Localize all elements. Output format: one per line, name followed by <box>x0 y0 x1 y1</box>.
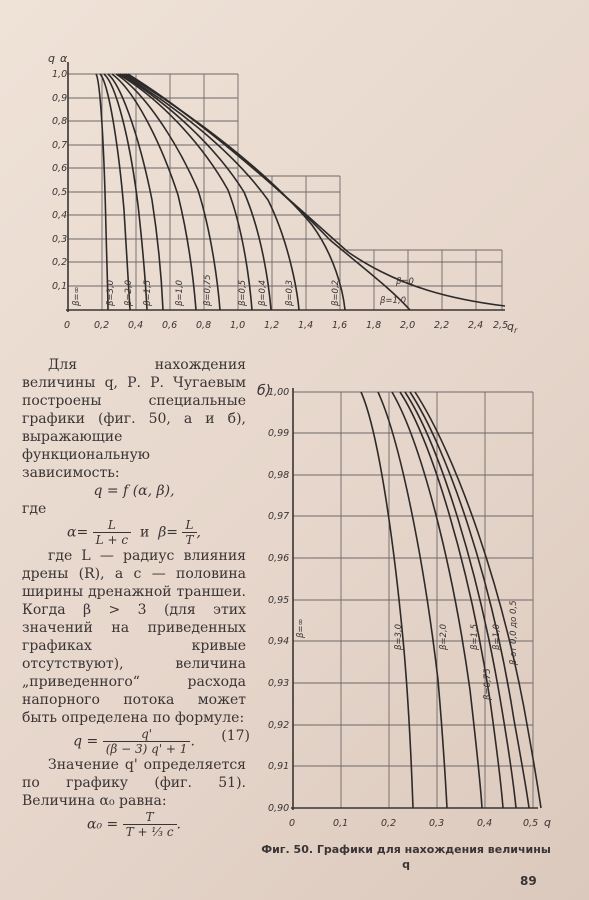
svg-text:β=2,0: β=2,0 <box>439 623 449 650</box>
svg-text:β=0,75: β=0,75 <box>483 668 493 700</box>
paragraph-2: где L — радиус влияния дрены (R), а c — половина ширины дренажной траншеи. Когда β > 3 (для этих значений на приведенных графиках кривые отсутствуют), величина „приведенного“ расхода напорного потока может быть определена по формуле: <box>22 548 246 726</box>
svg-text:0,2: 0,2 <box>381 818 397 829</box>
svg-text:0,2: 0,2 <box>52 257 68 268</box>
svg-text:0,3: 0,3 <box>52 234 68 245</box>
svg-text:0,5: 0,5 <box>523 818 539 829</box>
svg-text:β=∞: β=∞ <box>72 286 82 306</box>
svg-text:q: q <box>507 320 514 333</box>
svg-text:β=0,3: β=0,3 <box>285 279 295 306</box>
svg-text:0,91: 0,91 <box>268 761 290 772</box>
svg-text:0: 0 <box>289 818 296 829</box>
formula-function: q = f (α, β), <box>93 483 175 499</box>
svg-text:1,8: 1,8 <box>366 320 382 331</box>
svg-text:1,0: 1,0 <box>230 320 246 331</box>
svg-text:2,0: 2,0 <box>400 320 416 331</box>
where-label-1: где <box>22 501 47 517</box>
svg-text:β от 0,0 до 0,5: β от 0,0 до 0,5 <box>509 600 519 665</box>
svg-text:0,99: 0,99 <box>268 428 290 439</box>
svg-text:0,7: 0,7 <box>52 140 68 151</box>
svg-text:β=1,5: β=1,5 <box>470 623 480 650</box>
svg-text:0,93: 0,93 <box>268 678 290 689</box>
svg-text:0,94: 0,94 <box>268 636 290 647</box>
figure-b-grid <box>293 392 533 808</box>
svg-text:q: q <box>544 816 551 829</box>
svg-text:2,4: 2,4 <box>468 320 484 331</box>
paragraph-3: Значение q' определяется по графику (фиг. 51). Величина α₀ равна: <box>22 757 246 809</box>
svg-text:0: 0 <box>64 320 71 331</box>
svg-text:β=0,5: β=0,5 <box>238 279 248 306</box>
svg-text:0,4: 0,4 <box>128 320 144 331</box>
svg-text:0,92: 0,92 <box>268 720 290 731</box>
paragraph-1: Для нахождения величины q, Р. Р. Чугаевым построены специальные графики (фиг. 50, а и б), выражающие функциональную зависимость: <box>22 357 246 481</box>
figure-b-label: б) <box>257 383 272 399</box>
svg-text:0,96: 0,96 <box>268 553 290 564</box>
svg-text:0,8: 0,8 <box>196 320 212 331</box>
svg-text:0,8: 0,8 <box>52 116 68 127</box>
svg-text:β=1,5: β=1,5 <box>143 279 153 306</box>
svg-text:0,97: 0,97 <box>268 511 290 522</box>
svg-text:0,2: 0,2 <box>94 320 110 331</box>
svg-text:r: r <box>514 326 518 335</box>
svg-text:0,5: 0,5 <box>52 187 68 198</box>
equation-number: (17) <box>221 728 250 744</box>
svg-text:0,95: 0,95 <box>268 595 290 606</box>
svg-text:β=1,0: β=1,0 <box>380 296 407 306</box>
svg-text:1,4: 1,4 <box>298 320 314 331</box>
svg-text:0,9: 0,9 <box>52 93 68 104</box>
svg-text:0,98: 0,98 <box>268 470 290 481</box>
svg-text:1,00: 1,00 <box>268 387 290 398</box>
page-number: 89 <box>520 874 537 888</box>
svg-text:1,6: 1,6 <box>332 320 348 331</box>
svg-text:0,3: 0,3 <box>429 818 445 829</box>
svg-text:2,2: 2,2 <box>434 320 450 331</box>
svg-text:0,4: 0,4 <box>52 210 68 221</box>
svg-text:β=0,4: β=0,4 <box>258 279 268 306</box>
svg-text:β=3,0: β=3,0 <box>106 279 116 306</box>
svg-text:β=∞: β=∞ <box>296 618 306 638</box>
formula-17: q = $\frac{q'}{(\beta - 3) q' + 1}$ . (17) <box>73 727 250 756</box>
svg-text:β=0: β=0 <box>396 277 414 287</box>
svg-text:2,5: 2,5 <box>493 320 509 331</box>
svg-text:0,6: 0,6 <box>52 163 68 174</box>
figure-caption: Фиг. 50. Графики для нахождения величины q <box>261 843 551 871</box>
figure-a-y-label: q <box>48 52 55 65</box>
svg-text:0,4: 0,4 <box>477 818 493 829</box>
svg-text:β=3,0: β=3,0 <box>394 623 404 650</box>
svg-text:1,2: 1,2 <box>264 320 280 331</box>
svg-text:0,1: 0,1 <box>333 818 349 829</box>
body-text <box>22 356 250 839</box>
svg-text:1,0: 1,0 <box>52 69 68 80</box>
svg-text:β=1,0: β=1,0 <box>492 623 502 650</box>
svg-text:β=0,75: β=0,75 <box>203 274 213 306</box>
svg-text:0,6: 0,6 <box>162 320 178 331</box>
formula-alpha0: α₀ = $\frac{T}{\text{T + ⅓ c}}$ . <box>86 810 181 839</box>
figure-b-x-ticks <box>289 816 551 829</box>
svg-text:β=2,0: β=2,0 <box>124 279 134 306</box>
svg-text:0,1: 0,1 <box>52 281 68 292</box>
figure-b-y-ticks <box>268 387 289 814</box>
formula-alpha-beta: α= $\frac{L}{L + c}$ и β= $\frac{L}{T}$ , <box>67 518 201 547</box>
svg-text:0,90: 0,90 <box>268 803 290 814</box>
svg-text:β=1,0: β=1,0 <box>175 279 185 306</box>
figure-a-y-label-alpha: α <box>60 52 68 65</box>
svg-text:β=0,2: β=0,2 <box>331 279 341 306</box>
